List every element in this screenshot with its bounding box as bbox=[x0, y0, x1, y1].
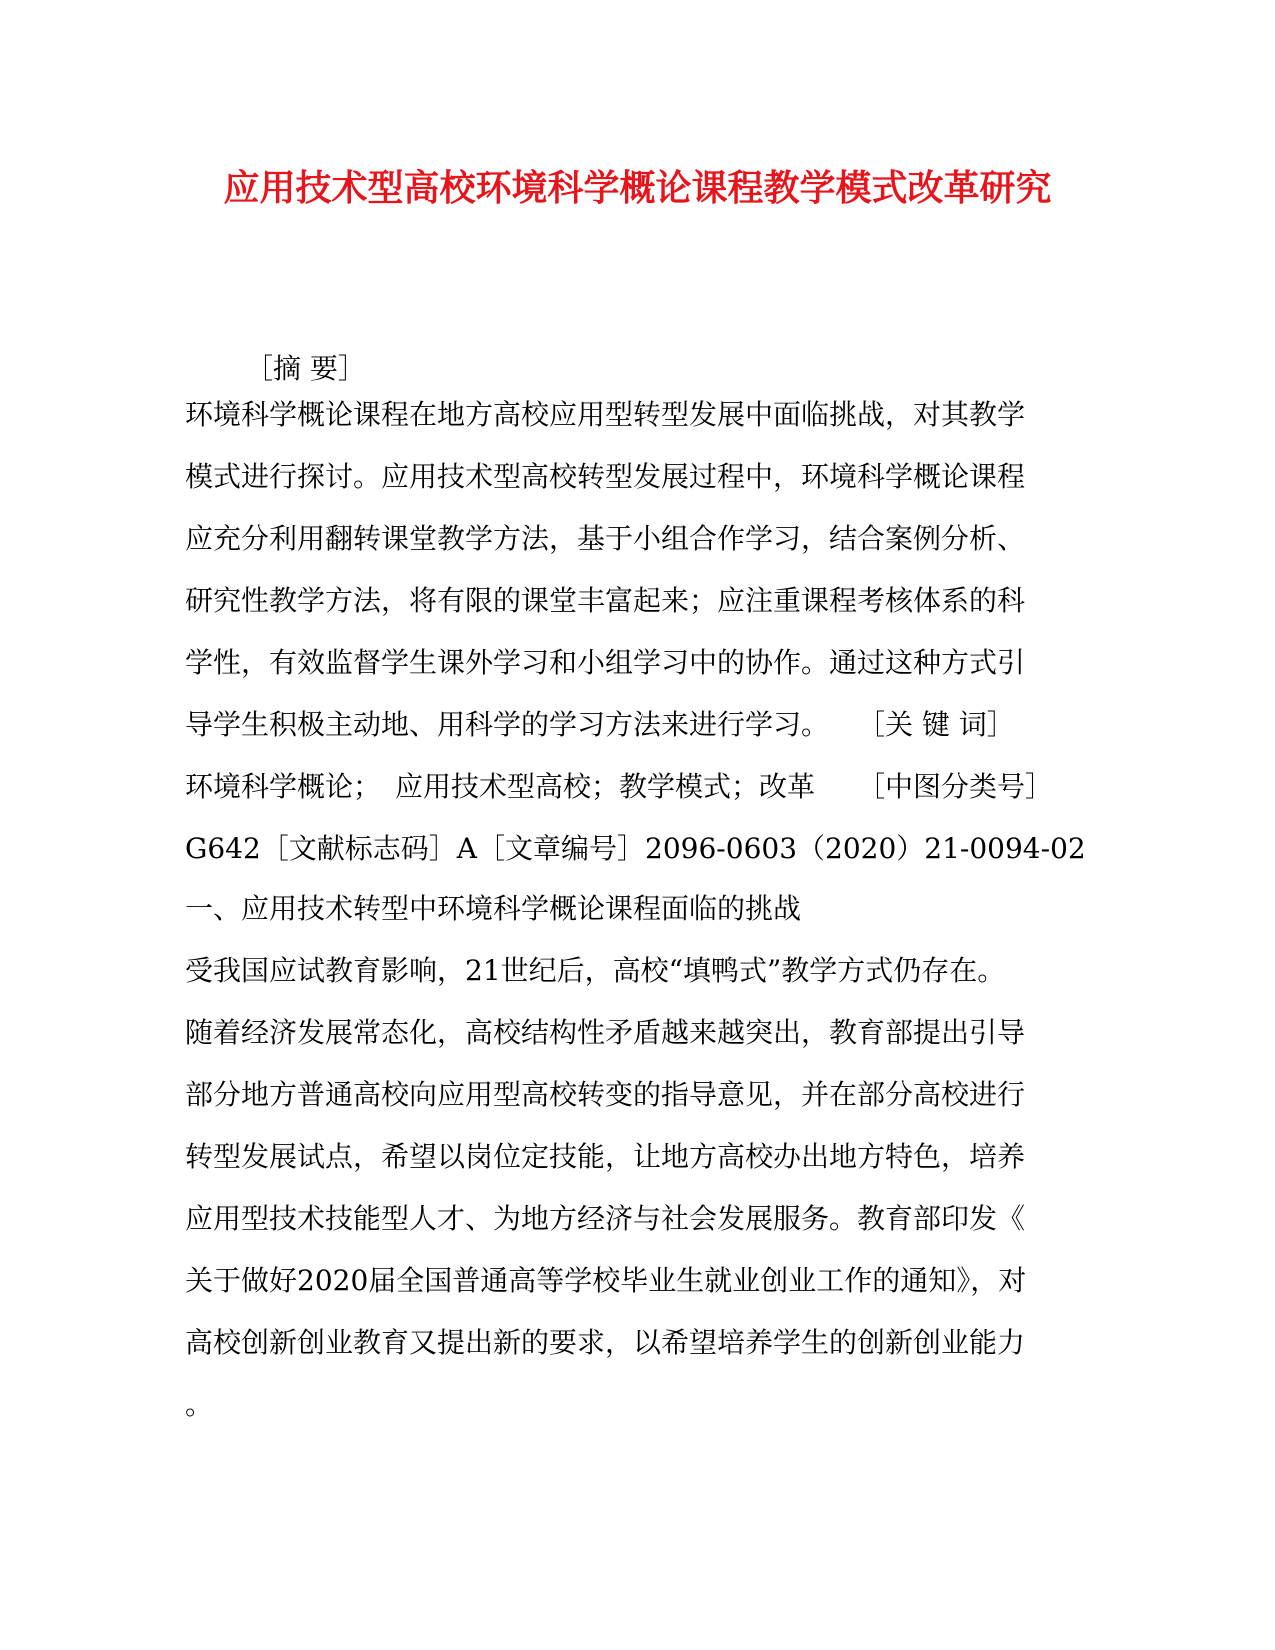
body-line: 模式进行探讨。应用技术型高校转型发展过程中，环境科学概论课程 bbox=[185, 460, 1026, 493]
body-line: 学性，有效监督学生课外学习和小组学习中的协作。通过这种方式引 bbox=[185, 646, 1026, 679]
body-line: 。 bbox=[185, 1388, 214, 1421]
body-line: 高校创新创业教育又提出新的要求，以希望培养学生的创新创业能力 bbox=[185, 1326, 1026, 1359]
body-line: 关于做好2020届全国普通高等学校毕业生就业创业工作的通知》，对 bbox=[185, 1264, 1027, 1297]
body-line: 研究性教学方法，将有限的课堂丰富起来；应注重课程考核体系的科 bbox=[185, 584, 1026, 617]
body-line: 转型发展试点，希望以岗位定技能，让地方高校办出地方特色，培养 bbox=[185, 1140, 1026, 1173]
section-heading: 一、应用技术转型中环境科学概论课程面临的挑战 bbox=[185, 892, 802, 925]
body-line: 应充分利用翻转课堂教学方法，基于小组合作学习，结合案例分析、 bbox=[185, 522, 1026, 555]
body-line: 环境科学概论； 应用技术型高校；教学模式；改革 ［中图分类号］ bbox=[185, 770, 1054, 803]
body-line: 环境科学概论课程在地方高校应用型转型发展中面临挑战，对其教学 bbox=[185, 398, 1026, 431]
body-line: 受我国应试教育影响，21世纪后，高校“填鸭式”教学方式仍存在。 bbox=[185, 954, 1006, 987]
body-line: 随着经济发展常态化，高校结构性矛盾越来越突出，教育部提出引导 bbox=[185, 1016, 1026, 1049]
body-line: 应用型技术技能型人才、为地方经济与社会发展服务。教育部印发《 bbox=[185, 1202, 1026, 1235]
document-title: 应用技术型高校环境科学概论课程教学模式改革研究 bbox=[223, 167, 1052, 209]
body-line: 部分地方普通高校向应用型高校转变的指导意见，并在部分高校进行 bbox=[185, 1078, 1026, 1111]
body-line: G642［文献标志码］A［文章编号］2096-0603（2020）21-0094-02 bbox=[185, 832, 1086, 865]
abstract-label: ［摘 要］ bbox=[245, 352, 366, 385]
body-line: 导学生积极主动地、用科学的学习方法来进行学习。 ［关 键 词］ bbox=[185, 708, 1015, 741]
